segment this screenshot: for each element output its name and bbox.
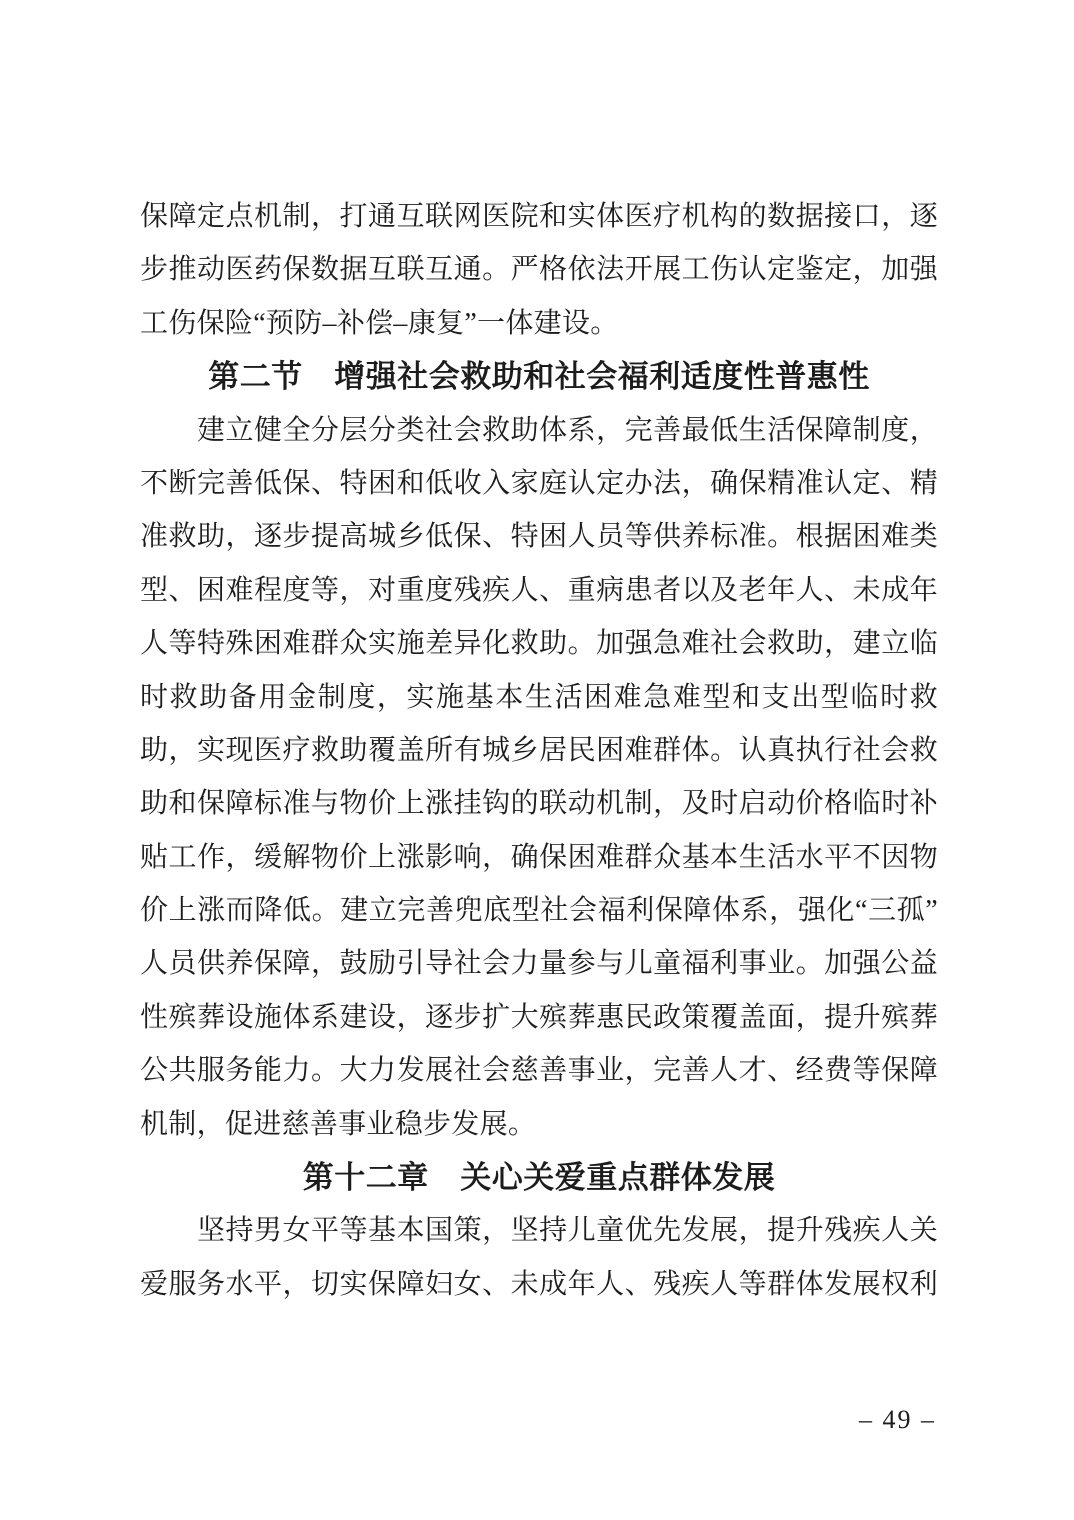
text-line: 助和保障标准与物价上涨挂钩的联动机制，及时启动价格临时补 xyxy=(140,788,938,820)
text-line: 步推动医药保数据互联互通。严格依法开展工伤认定鉴定，加强 xyxy=(140,254,938,286)
section-heading: 第二节 增强社会救助和社会福利适度性普惠性 xyxy=(208,359,870,395)
text-line: 坚持男女平等基本国策，坚持儿童优先发展，提升残疾人关 xyxy=(197,1215,938,1247)
text-line: 助，实现医疗救助覆盖所有城乡居民困难群体。认真执行社会救 xyxy=(140,734,938,766)
chapter-heading: 第十二章 关心关爱重点群体发展 xyxy=(302,1160,776,1196)
text-line: 公共服务能力。大力发展社会慈善事业，完善人才、经费等保障 xyxy=(140,1055,938,1087)
text-line: 价上涨而降低。建立完善兜底型社会福利保障体系，强化“三孤” xyxy=(140,895,938,927)
text-line: 保障定点机制，打通互联网医院和实体医疗机构的数据接口，逐 xyxy=(140,201,938,232)
text-line: 时救助备用金制度，实施基本生活困难急难型和支出型临时救 xyxy=(140,681,938,713)
text-line: 型、困难程度等，对重度残疾人、重病患者以及老年人、未成年 xyxy=(140,574,938,606)
text-line: 工伤保险“预防–补偿–康复”一体建设。 xyxy=(140,307,619,339)
text-line: 爱服务水平，切实保障妇女、未成年人、残疾人等群体发展权利 xyxy=(140,1268,938,1300)
text-line: 性殡葬设施体系建设，逐步扩大殡葬惠民政策覆盖面，提升殡葬 xyxy=(140,1001,938,1033)
text-line: 不断完善低保、特困和低收入家庭认定办法，确保精准认定、精 xyxy=(140,467,938,499)
text-line: 机制，促进慈善事业稳步发展。 xyxy=(140,1108,537,1140)
page-number: – 49 – xyxy=(859,1405,936,1434)
text-line: 贴工作，缓解物价上涨影响，确保困难群众基本生活水平不因物 xyxy=(140,841,938,873)
text-line: 人员供养保障，鼓励引导社会力量参与儿童福利事业。加强公益 xyxy=(140,948,938,980)
document-body xyxy=(140,190,938,1311)
text-line: 准救助，逐步提高城乡低保、特困人员等供养标准。根据困难类 xyxy=(140,521,938,553)
text-line: 建立健全分层分类社会救助体系，完善最低生活保障制度， xyxy=(197,414,938,446)
text-line: 人等特殊困难群众实施差异化救助。加强急难社会救助，建立临 xyxy=(140,628,938,660)
